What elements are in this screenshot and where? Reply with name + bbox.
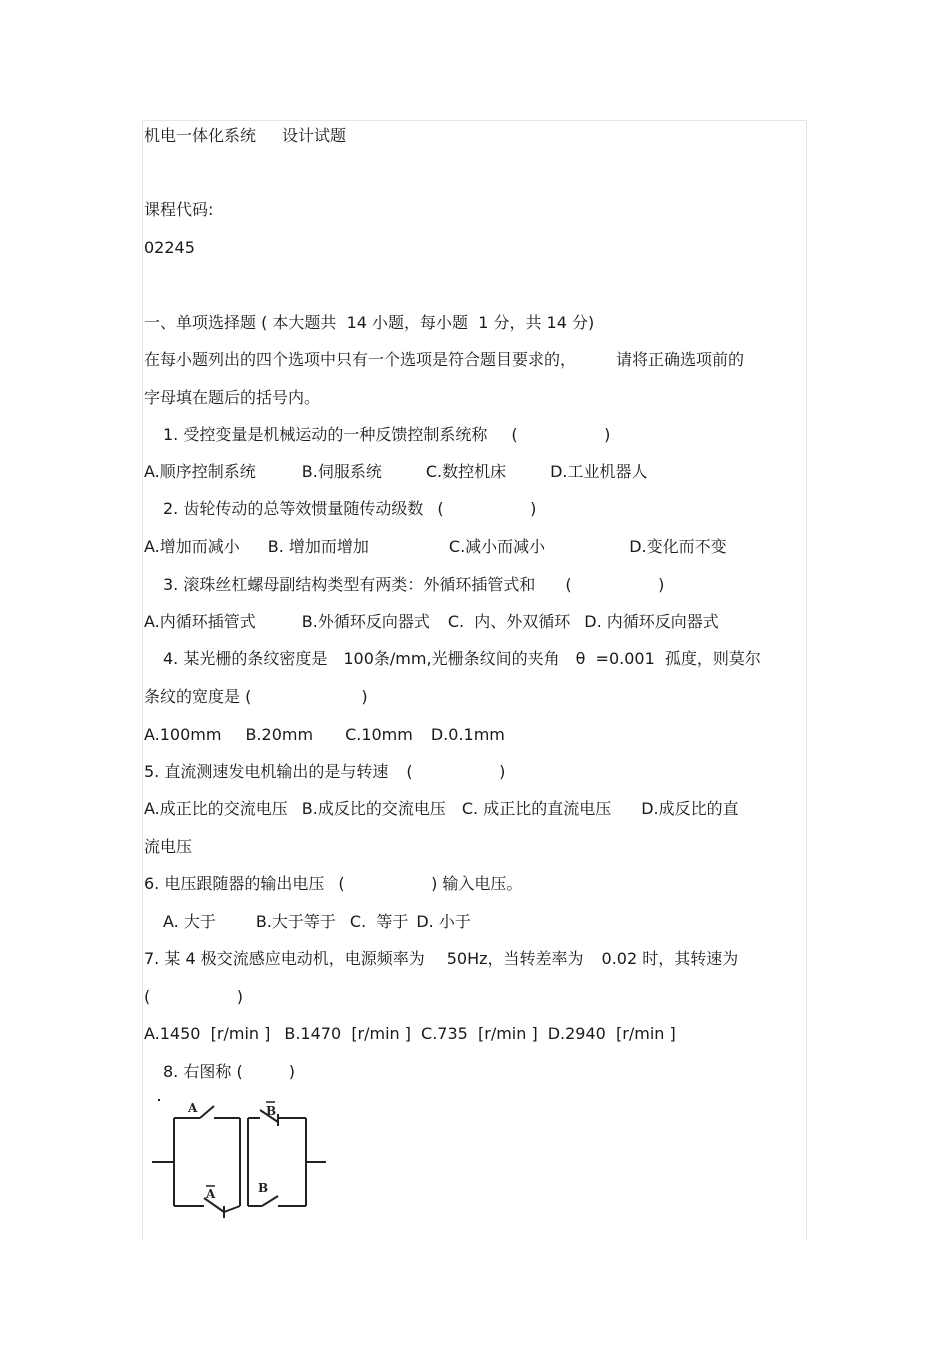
doc-title-suffix: 设计试题: [282, 126, 347, 145]
question-3: 3. 滚珠丝杠螺母副结构类型有两类：外循环插管式和 ( ): [163, 575, 665, 594]
question-4-options: A.100mm B.20mm C.10mm D.0.1mm: [144, 725, 505, 744]
question-1: 1. 受控变量是机械运动的一种反馈控制系统称 ( ): [163, 425, 611, 444]
label-a-bar: A: [206, 1187, 216, 1201]
question-5-options-cont: 流电压: [144, 837, 193, 856]
section-heading: 一、单项选择题 ( 本大题共 14 小题，每小题 1 分，共 14 分): [144, 313, 595, 332]
course-label: 课程代码:: [144, 200, 214, 219]
section-intro-2: 字母填在题后的括号内。: [144, 388, 321, 407]
section-intro: 在每小题列出的四个选项中只有一个选项是符合题目要求的， 请将正确选项前的: [144, 350, 745, 369]
question-7-options: A.1450 [r/min ] B.1470 [r/min ] C.735 [r/min ] D.2940 [r/min ]: [144, 1024, 676, 1043]
question-6-options: A. 大于 B.大于等于 C. 等于 D. 小于: [163, 912, 471, 931]
question-5-options: A.成正比的交流电压 B.成反比的交流电压 C. 成正比的直流电压 D.成反比的直: [144, 799, 739, 818]
question-1-options: A.顺序控制系统 B.伺服系统 C.数控机床 D.工业机器人: [144, 462, 648, 481]
question-3-options: A.内循环插管式 B.外循环反向器式 C. 内、外双循环 D. 内循环反向器式: [144, 612, 719, 631]
doc-title: 机电一体化系统 设计试题: [144, 126, 347, 145]
question-4: 4. 某光栅的条纹密度是 100条/mm,光栅条纹间的夹角 θ =0.001 孤度，则莫尔: [163, 649, 761, 668]
question-5: 5. 直流测速发电机输出的是与转速 ( ): [144, 762, 506, 781]
question-4-line2: 条纹的宽度是 ( ): [144, 687, 368, 706]
relay-circuit-figure: [148, 1094, 333, 1229]
contact-a: [200, 1106, 214, 1118]
question-2: 2. 齿轮传动的总等效惯量随传动级数 ( ): [163, 499, 537, 518]
label-b: B: [258, 1181, 269, 1195]
question-7-blank: ( ): [144, 987, 243, 1006]
contact-b: [262, 1196, 278, 1206]
question-8: 8. 右图称 ( ): [163, 1062, 295, 1081]
label-a: A: [188, 1101, 198, 1115]
question-7: 7. 某 4 极交流感应电动机，电源频率为 50Hz，当转差率为 0.02 时，其转速为: [144, 949, 739, 968]
question-2-options: A.增加而减小 B. 增加而增加 C.减小而减小 D.变化而不变: [144, 537, 727, 556]
question-6: 6. 电压跟随器的输出电压 ( ) 输入电压。: [144, 874, 523, 893]
course-code: 02245: [144, 238, 195, 257]
label-b-bar: B: [266, 1104, 277, 1118]
